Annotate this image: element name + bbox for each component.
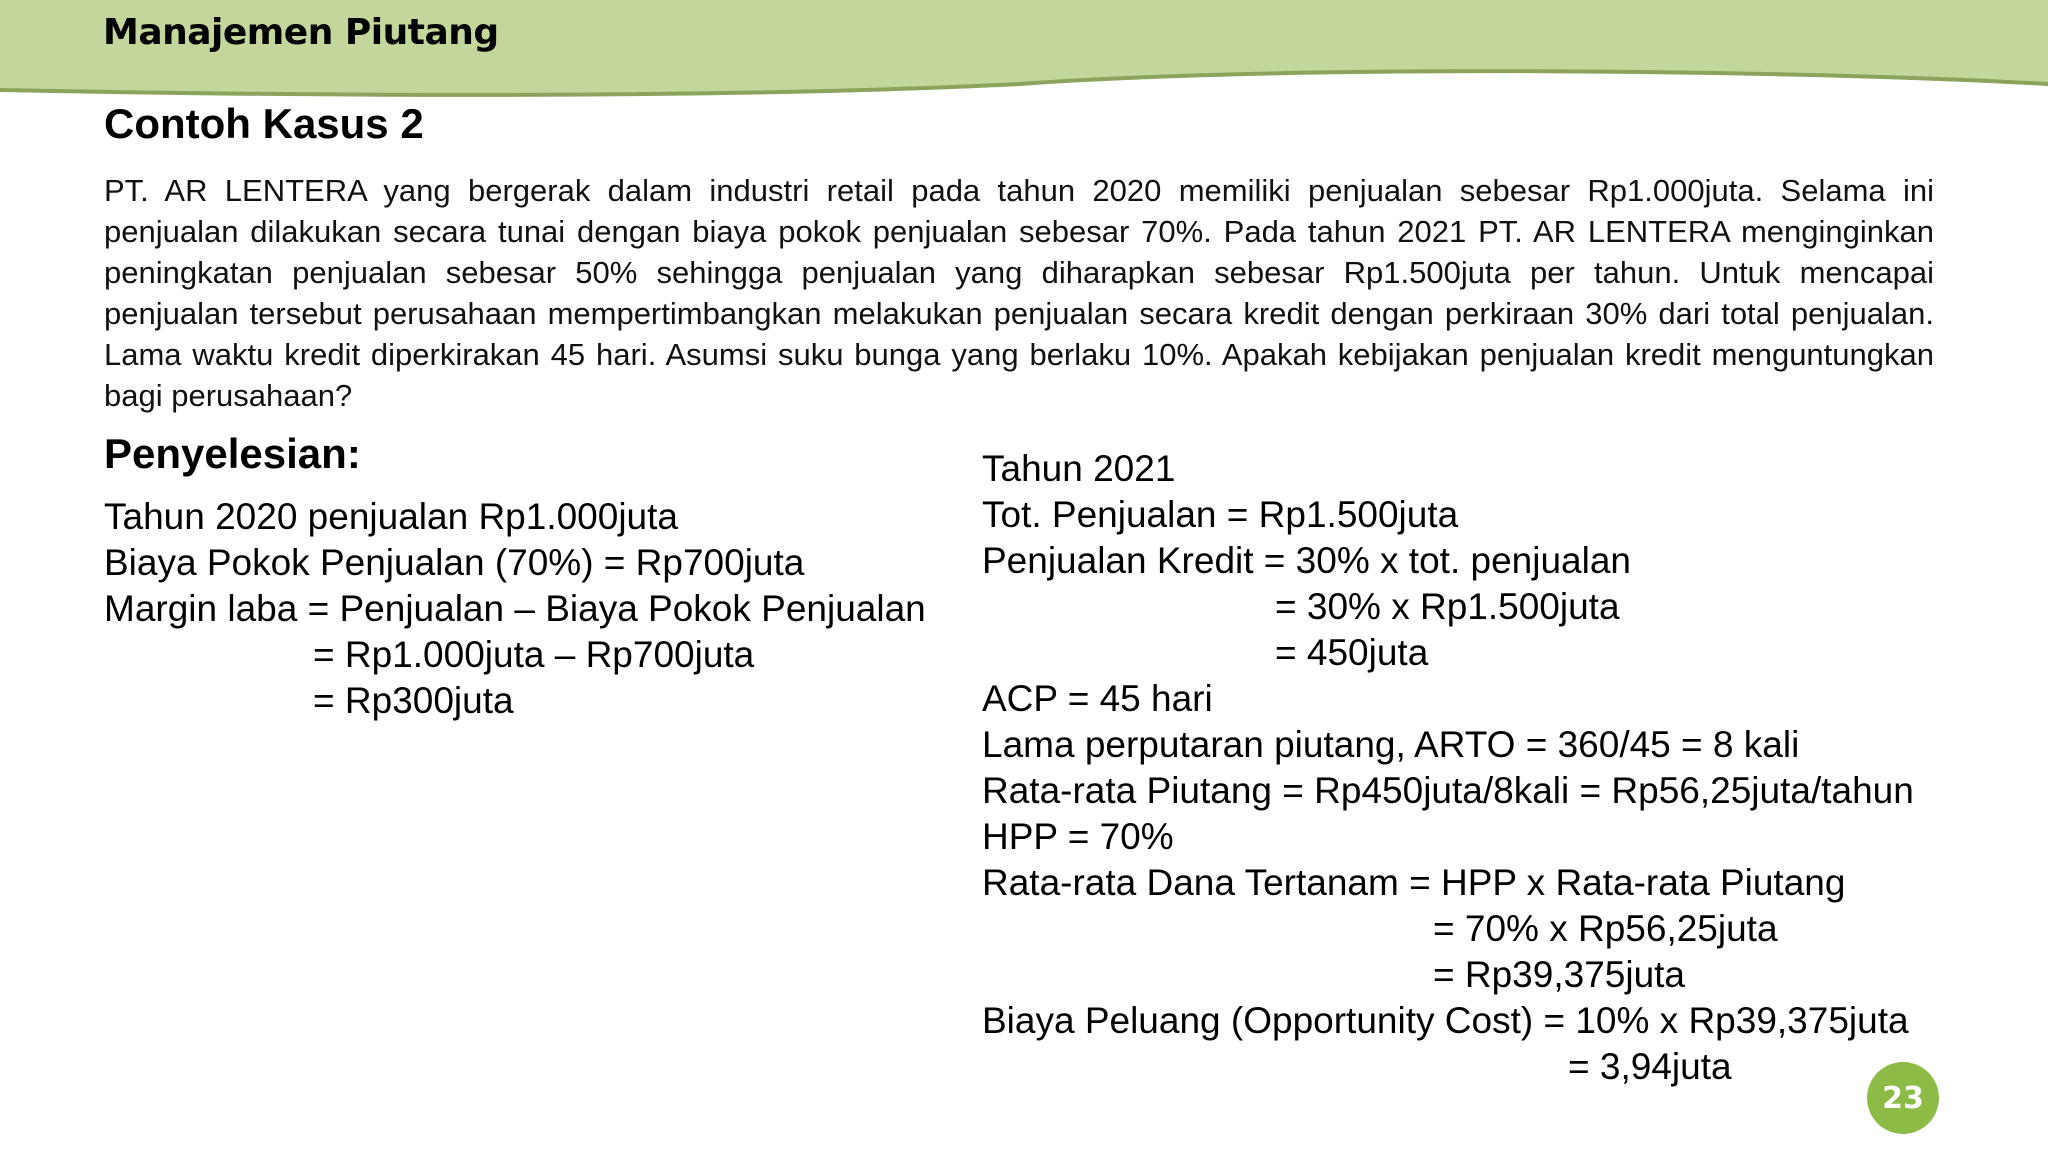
calc-line: = Rp300juta [313, 680, 514, 721]
case-title: Contoh Kasus 2 [104, 100, 424, 147]
solution-2020-column [104, 494, 926, 724]
calc-line: Tot. Penjualan = Rp1.500juta [982, 494, 1459, 535]
calc-line: Biaya Pokok Penjualan (70%) = Rp700juta [104, 542, 805, 583]
calc-line: Rata-rata Dana Tertanam = HPP x Rata-rata Piutang [982, 862, 1846, 903]
calc-line: = 30% x Rp1.500juta [1275, 586, 1620, 627]
calc-line: Lama perputaran piutang, ARTO = 360/45 = 8 kali [982, 724, 1800, 765]
calc-line: Tahun 2020 penjualan Rp1.000juta [104, 496, 678, 537]
calc-line: Penjualan Kredit = 30% x tot. penjualan [982, 540, 1631, 581]
header-title: Manajemen Piutang [103, 12, 499, 53]
calc-line: Margin laba = Penjualan – Biaya Pokok Penjualan [104, 588, 926, 629]
solution-title: Penyelesian: [104, 430, 361, 477]
calc-line: HPP = 70% [982, 816, 1174, 857]
calc-line: Rata-rata Piutang = Rp450juta/8kali = Rp56,25juta/tahun [982, 770, 1914, 811]
calc-line: = 450juta [1275, 632, 1429, 673]
calc-line: = Rp1.000juta – Rp700juta [313, 634, 755, 675]
calc-line: = 70% x Rp56,25juta [1433, 908, 1778, 949]
calc-line: = 3,94juta [1568, 1046, 1732, 1087]
solution-2021-column [982, 446, 1914, 1090]
calc-line: = Rp39,375juta [1433, 954, 1686, 995]
problem-statement: PT. AR LENTERA yang bergerak dalam industri retail pada tahun 2020 memiliki penjualan sebesar Rp1.000juta. Selama ini penjualan dilakukan secara tunai dengan biaya pokok penjualan sebesar 70%. Pada tahun 2021 PT. AR LENTERA menginginkan peningkatan penjualan sebesar 50% sehingga penjualan yang diharapkan sebesar Rp1.500juta per tahun. Untuk mencapai penjualan tersebut perusahaan mempertimbangkan melakukan penjualan secara kredit dengan perkiraan 30% dari total penjualan. Lama waktu kredit diperkirakan 45 hari. Asumsi suku bunga yang berlaku 10%. Apakah kebijakan penjualan kredit menguntungkan bagi perusahaan? [104, 173, 1934, 413]
calc-line: ACP = 45 hari [982, 678, 1213, 719]
calc-line: Tahun 2021 [982, 448, 1176, 489]
page-number-badge: 23 [1867, 1062, 1939, 1134]
calc-line: Biaya Peluang (Opportunity Cost) = 10% x Rp39,375juta [982, 1000, 1909, 1041]
